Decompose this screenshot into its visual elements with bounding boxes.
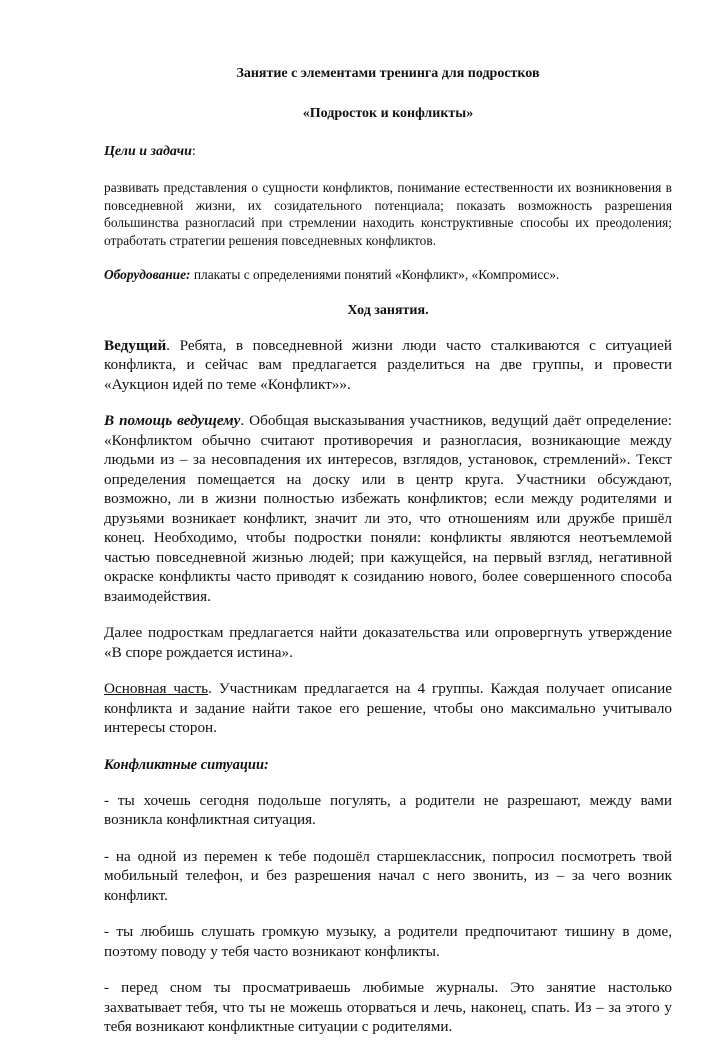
main-part-text: . Участникам предлагается на 4 группы. Каждая получает описание конфликта и задание найти такое его решение, чтобы оно максимально учитывало интересы сторон.	[104, 680, 672, 736]
course-heading: Ход занятия.	[347, 302, 429, 318]
goals-heading	[104, 142, 672, 162]
main-part-paragraph	[104, 679, 672, 738]
goals-label: Цели и задачи	[104, 144, 192, 159]
goals-colon: :	[191, 144, 196, 159]
document-subtitle: «Подросток и конфликты»	[302, 106, 474, 121]
host-paragraph	[104, 336, 672, 395]
help-label: В помощь ведущему	[104, 412, 241, 429]
situations-heading: Конфликтные ситуации:	[104, 756, 269, 773]
goals-text: развивать представления о сущности конфликтов, понимание естественности их возникновения в повседневной жизни, их созидательного потенциала; показать возможность разрешения большинства разногласий при стремлении находить конструктивные способы их преодоления; отработать стратегии решения повседневных конфликтов.	[104, 180, 672, 248]
equipment-text: плакаты с определениями понятий «Конфликт», «Компромисс».	[190, 267, 560, 282]
equipment-paragraph	[104, 266, 672, 284]
help-paragraph	[104, 411, 672, 606]
document-page	[104, 64, 672, 1054]
further-paragraph: Далее подросткам предлагается найти доказательства или опровергнуть утверждение «В споре рождается истина».	[104, 624, 672, 661]
situation-item: - ты хочешь сегодня подольше погулять, а родители не разрешают, между вами возникла конфликтная ситуация.	[104, 791, 672, 828]
situation-item: - на одной из перемен к тебе подошёл старшеклассник, попросил посмотреть твой мобильный телефон, и без разрешения начал с него звонить, из – за чего возник конфликт.	[104, 847, 672, 904]
host-text: . Ребята, в повседневной жизни люди часто сталкиваются с ситуацией конфликта, и сейчас вам предлагается разделиться на две группы, и провести «Аукцион идей по теме «Конфликт»».	[104, 336, 672, 393]
situation-item: - ты любишь слушать громкую музыку, а родители предпочитают тишину в доме, поэтому поводу у тебя часто возникают конфликты.	[104, 923, 672, 960]
main-part-label: Основная часть	[104, 680, 209, 697]
document-title: Занятие с элементами тренинга для подростков	[236, 66, 540, 81]
situation-item: - перед сном ты просматриваешь любимые журналы. Это занятие настолько захватывает тебя, что ты не можешь оторваться и лечь, наконец, спать. Из – за этого у тебя возникают конфликтные ситуации с родителями.	[104, 979, 672, 1035]
help-text: . Обобщая высказывания участников, ведущий даёт определение: «Конфликтом обычно считают противоречия и разногласия, возникающие между людьми из – за несовпадения их интересов, взглядов, установок, стремлений». Текст определения помещается на доску или в центр круга. Участники обсуждают, возможно, ли в жизни полностью избежать конфликтов; если между родителями и друзьями возникает конфликт, значит ли это, что отношениям или дружбе пришёл конец. Необходимо, чтобы подростки поняли: конфликты являются неотъемлемой частью повседневной жизнью людей; при кажущейся, на первый взгляд, негативной окраске конфликты часто приводят к созиданию нового, более совершенного способа взаимодействия.	[104, 412, 672, 605]
equipment-label: Оборудование:	[104, 267, 191, 282]
host-label: Ведущий	[104, 336, 167, 354]
